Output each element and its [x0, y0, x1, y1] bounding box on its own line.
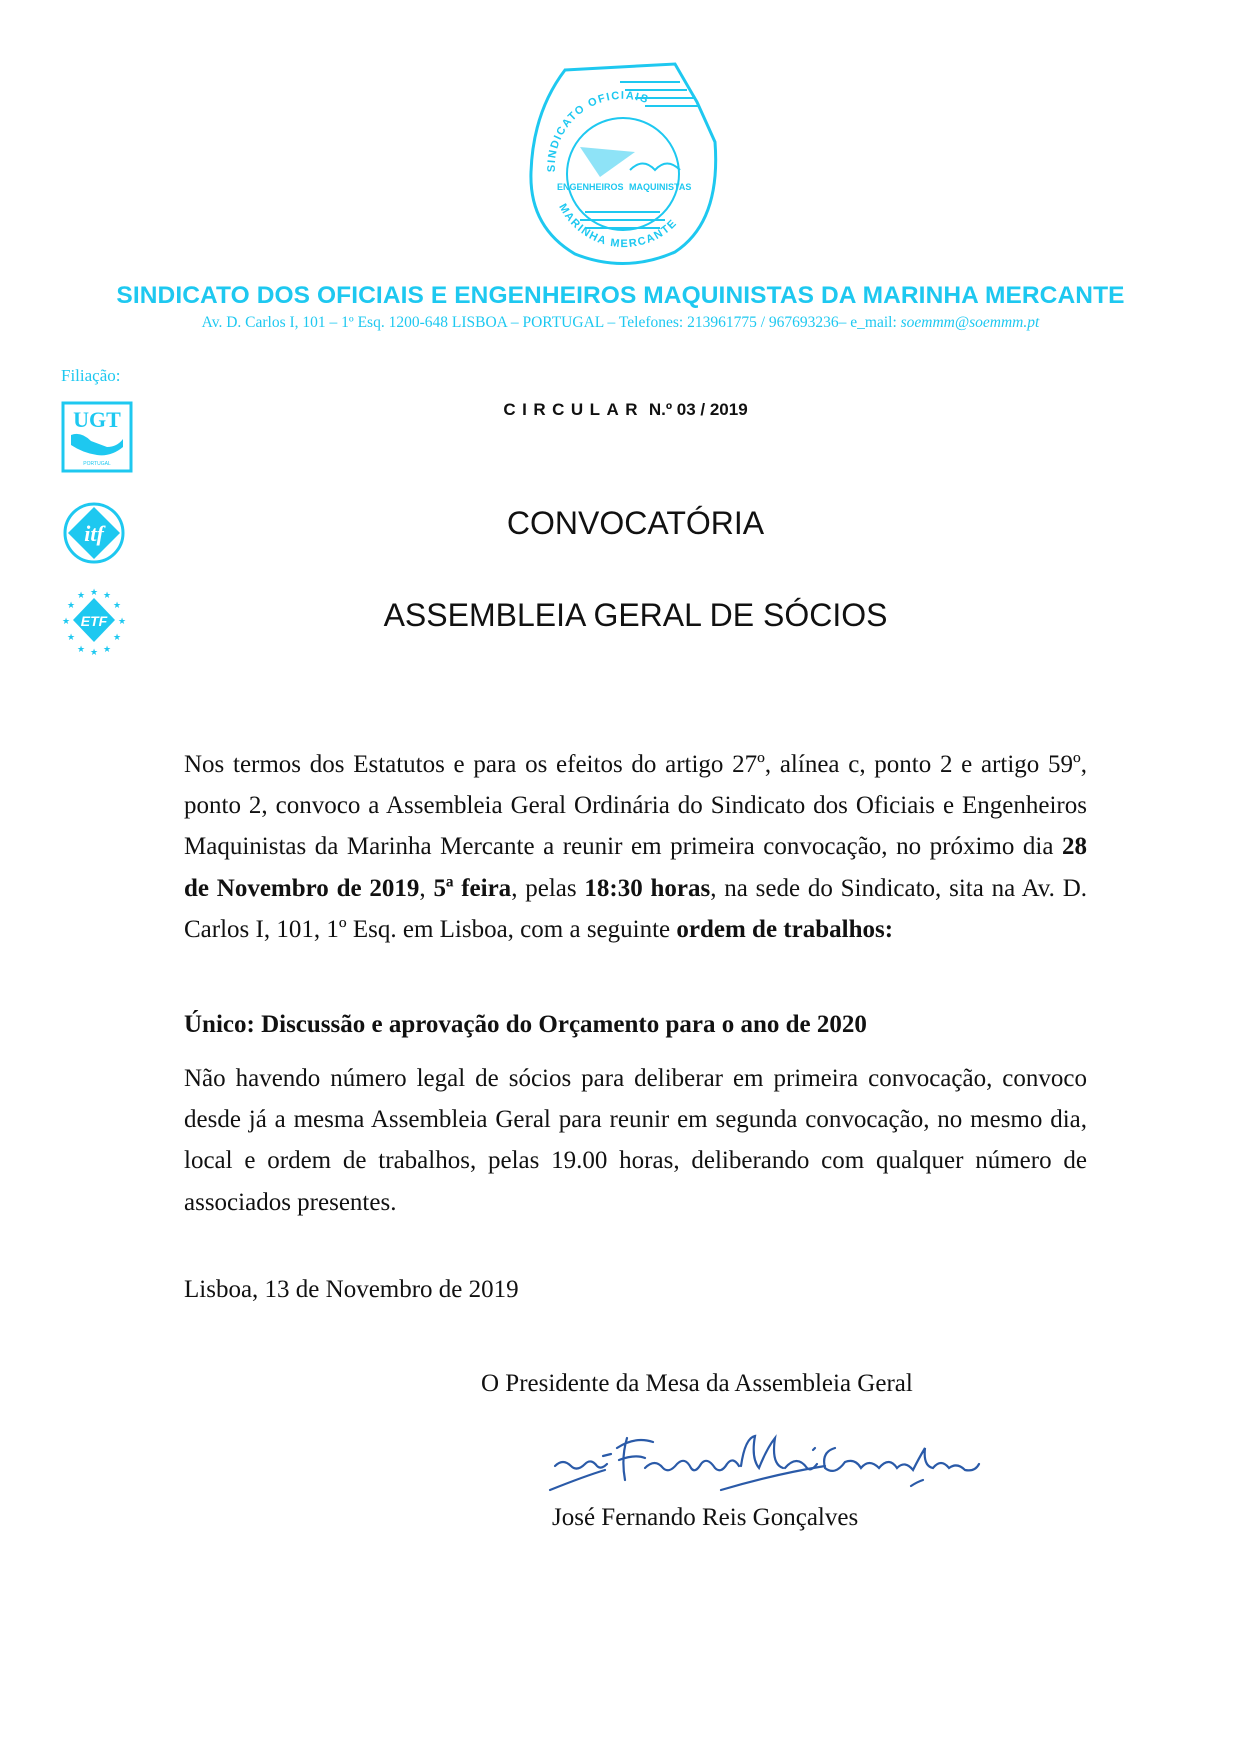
logo-left-label: ENGENHEIROS	[557, 182, 624, 192]
union-seal-logo	[525, 62, 721, 268]
agenda-item: Único: Discussão e aprovação do Orçamento para o ano de 2020	[184, 1011, 867, 1038]
signer-role: O Presidente da Mesa da Assembleia Geral	[481, 1370, 913, 1397]
second-convocation-paragraph: Não havendo número legal de sócios para deliberar em primeira convocação, convoco desde já a mesma Assembleia Geral para reunir em segunda convocação, no mesmo dia, local e ordem de trabalhos, pelas 19.00 horas, deliberando com qualquer número de associados presentes.	[184, 1065, 1087, 1216]
convocation-paragraph	[184, 744, 1087, 950]
p1-text-c: , pelas	[511, 874, 585, 902]
meeting-date: 28 de Novembro de 2019	[184, 833, 1087, 902]
svg-text:★: ★	[89, 648, 99, 656]
p1-text-b: ,	[419, 874, 434, 902]
address-text: Av. D. Carlos I, 101 – 1º Esq. 1200-648 LISBOA – PORTUGAL – Telefones: 213961775 / 967693236– e_mail:	[201, 314, 901, 331]
logo-ring-bottom: MARINHA MERCANTE	[556, 201, 680, 251]
svg-text:★: ★	[76, 645, 86, 655]
handwritten-signature	[545, 1428, 985, 1500]
meeting-weekday: 5ª feira	[433, 874, 512, 902]
signer-name: José Fernando Reis Gonçalves	[552, 1504, 859, 1531]
organization-name: SINDICATO DOS OFICIAIS E ENGENHEIROS MAQUINISTAS DA MARINHA MERCANTE	[116, 282, 1125, 309]
circular-prefix: CIRCULAR	[503, 400, 645, 419]
svg-text:★: ★	[66, 633, 76, 643]
svg-text:★: ★	[76, 591, 86, 601]
logo-right-label: MAQUINISTAS	[629, 182, 692, 192]
p1-text-a: Nos termos dos Estatutos e para os efeitos do artigo 27º, alínea c, ponto 2 e artigo 59º, ponto 2, convoco a Assembleia Geral Ordinária do Sindicato dos Oficiais e Engenheiros Maquinistas da Marinha Mercante a reunir em primeira convocação, no próximo dia	[184, 751, 1087, 861]
meeting-time: 18:30 horas	[584, 874, 711, 902]
logo-ring-top: SINDICATO OFICIAIS	[545, 89, 651, 173]
circular-number	[0, 400, 1241, 420]
svg-text:★: ★	[102, 591, 112, 601]
affiliation-label: Filiação:	[61, 366, 121, 385]
svg-text:★: ★	[112, 601, 122, 611]
svg-text:★: ★	[61, 617, 71, 627]
svg-text:★: ★	[112, 633, 122, 643]
circular-id: N.º 03 / 2019	[648, 400, 748, 419]
ugt-logo-subtext: PORTUGAL	[83, 461, 111, 467]
svg-text:★: ★	[66, 601, 76, 611]
agenda-label: ordem de trabalhos:	[676, 915, 894, 943]
svg-text:★: ★	[117, 617, 127, 627]
svg-text:★: ★	[102, 645, 112, 655]
svg-text:★: ★	[89, 588, 99, 598]
etf-logo-text: ETF	[80, 613, 108, 629]
itf-logo-text: itf	[84, 521, 104, 546]
p1-text-d: , na sede do Sindicato, sita na Av. D. Carlos I, 101, 1º Esq. em Lisboa, com a seguinte	[184, 874, 1088, 943]
ugt-logo-text: UGT	[73, 407, 121, 432]
document-title: CONVOCATÓRIA	[506, 505, 765, 541]
svg-text:MARINHA MERCANTE	[556, 202, 679, 250]
document-subtitle: ASSEMBLEIA GERAL DE SÓCIOS	[383, 597, 888, 633]
organization-address	[0, 314, 1241, 332]
place-and-date: Lisboa, 13 de Novembro de 2019	[184, 1276, 519, 1303]
email-link[interactable]: soemmm@soemmm.pt	[900, 314, 1040, 331]
